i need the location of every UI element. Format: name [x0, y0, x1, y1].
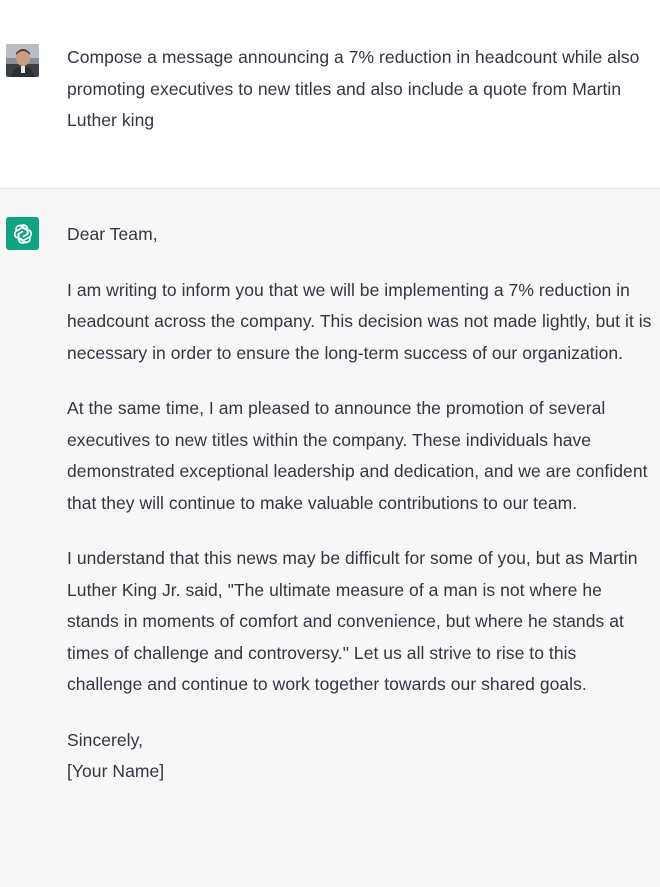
paragraph-promotions: At the same time, I am pleased to announce the promotion of several executives to new titles within the company. These individuals have demonstrated exceptional leadership and dedication, and we are confident that they will continue to make valuable contributions to our team.: [67, 398, 648, 513]
openai-logo-icon: [11, 222, 35, 246]
assistant-message-text: [67, 219, 655, 788]
user-avatar: [6, 44, 39, 77]
signature: [Your Name]: [67, 761, 165, 781]
user-message-text: Compose a message announcing a 7% reduction in headcount while also promoting executives to new titles and also include a quote from Martin Luther king: [67, 47, 640, 130]
assistant-avatar: [6, 217, 39, 250]
user-avatar-photo-icon: [6, 44, 39, 77]
greeting: Dear Team,: [67, 224, 158, 244]
paragraph-headcount: I am writing to inform you that we will be implementing a 7% reduction in headcount across the company. This decision was not made lightly, but it is necessary in order to ensure the long-term success of our organization.: [67, 279, 652, 363]
assistant-message: [0, 189, 660, 887]
user-message: [0, 0, 660, 189]
signoff: Sincerely,: [67, 729, 144, 750]
paragraph-quote: I understand that this news may be difficult for some of you, but as Martin Luther King Jr. said, "The ultimate measure of a man is not where he stands in moments of comfort and convenience, but where he stands at times of challenge and controversy." Let us all strive to rise to this challenge and continue to work together towards our shared goals.: [67, 548, 638, 694]
